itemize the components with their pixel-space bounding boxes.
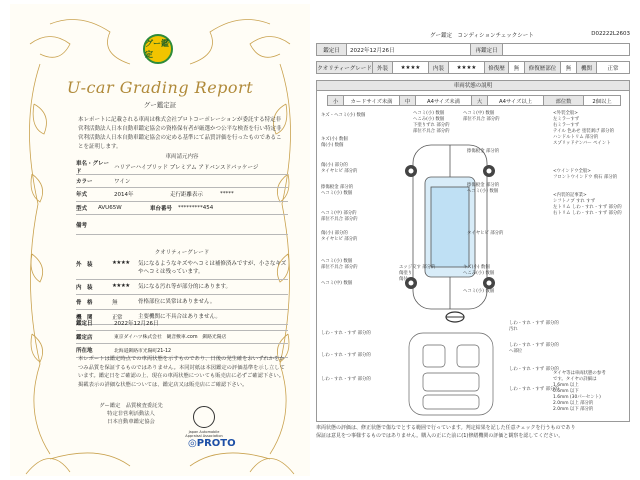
quality-stars: ★★★★: [112, 283, 130, 289]
quality-label: 内 装: [76, 285, 93, 291]
appraisal-place-label: 鑑定店: [76, 334, 93, 341]
cell-label: 修復歴部位: [525, 62, 561, 74]
damage-note: ヘコミ(小) 数個: [463, 289, 495, 294]
vehicle-color-value: ワイン: [114, 178, 131, 185]
cell-label: 内装: [429, 62, 449, 74]
appraisal-date-label: 鑑定日: [76, 321, 93, 328]
quality-desc: 気になるようなキズやヘコミは補修済みですが、小さなキズやヘコミは残っています。: [138, 261, 287, 275]
damage-note: 傷(小) 部分的 タイヤヒビ 部分的: [321, 163, 358, 174]
jaaa-emblem-icon: [193, 406, 215, 428]
damage-note: 擦傷板金 部分的 ヘコミ(小) 数個: [467, 183, 500, 194]
condition-title: 車両状態の説明: [317, 81, 629, 91]
vehicle-model-value: AVU65W: [98, 204, 122, 211]
quality-stars: 無: [112, 300, 118, 306]
quality-rows: [76, 257, 288, 328]
grading-certificate: [10, 4, 310, 476]
revalid-value: [503, 44, 630, 56]
quality-row-exterior: [76, 257, 288, 280]
quality-row-interior: [76, 280, 288, 295]
jaaa-label: Japan Automobile Appraisal Association: [185, 430, 223, 438]
cell-label: 修復歴: [485, 62, 509, 74]
steering-wheel-icon: [445, 311, 465, 323]
certificate-title: U-car Grading Report: [66, 78, 254, 97]
vehicle-color-label: カラー: [76, 178, 93, 185]
cell-value: 無: [561, 62, 577, 74]
damage-note: キズ(小) 数個 へこみ(小) 数個: [463, 265, 495, 276]
revalid-label: 再鑑定日: [471, 44, 503, 56]
quality-label: 機 関: [76, 315, 93, 321]
quality-desc: 主要機関に不具合はありません。: [138, 314, 221, 320]
vehicle-name-value: ハリアーハイブリッド プレミアム アドバンスドパッケージ: [114, 165, 259, 172]
appraisal-place-row: [76, 331, 288, 345]
certificate-intro: 本レポートに記載される車両は株式会社プロトコーポレーションが委託する特定非営利活動法人日本自動車鑑定協会の資格保有者が厳選かつ公平な検査を行い特定非営利活動法人日本自動車鑑定協会の定める基準にて品質評価を行ったものであることを証明します。: [78, 117, 282, 150]
condition-panel: [316, 80, 630, 422]
quality-desc: 骨格部位に異常はありません。: [138, 299, 216, 305]
size-cell: 中: [400, 96, 416, 106]
sheet-footer: 車両状態の評価は、修正状態で傷なでとする範囲で行っています。判定結果を記した任意チェックを行うものであり 保証は意見をつ事様するものではありません。購入の正にた前に(1)修繕機関の評価と観察を認してください。: [316, 425, 576, 439]
size-cell: 2個以上: [584, 96, 621, 106]
window-summary: <ウインドウ全般> フロントウインドウ 飛石 部分的: [553, 169, 618, 180]
size-cell: カードサイズ未満: [344, 96, 400, 106]
damage-note: エッジ交す 部分的 傷塗り 傷付: [399, 265, 436, 282]
size-cell: 部位数: [544, 96, 584, 106]
date-label: 鑑定日: [317, 44, 347, 56]
chassis-label: 車台番号: [150, 205, 173, 212]
appraisal-date-table: [316, 43, 630, 56]
vehicle-name-row: [76, 161, 288, 175]
interior-note: しわ・すれ・すず 部分的 へ部位: [509, 343, 559, 354]
cell-value: 無: [509, 62, 525, 74]
quality-label: 外 装: [76, 262, 93, 268]
quality-grade-label: クオリティーグレード: [317, 62, 373, 74]
certificate-note: 本レポートは鑑定時点での車両状態を示すものであり、日後の発生確をおいずれかをかつみ品質を保証するものではありません。本同封紙は本図鑑定の評価基準を示し立しています。鑑定日をご確認の上、現在の車両状態についても販売店に必ずご確認下さい。掲載表示の詳細な状態については、鑑定店又は販売店にご確認下さい。: [78, 356, 285, 388]
proto-logo: ◎PROTO: [188, 438, 236, 449]
quality-row-frame: [76, 295, 288, 310]
mileage-label: 走行距離表示: [170, 192, 204, 199]
cell-value: ★★★★: [449, 62, 485, 74]
appraisal-date-value: 2022年12月26日: [114, 321, 159, 328]
sheet-title: グー鑑定 コンディションチェックシート: [430, 33, 534, 39]
quality-label: 骨 格: [76, 300, 93, 306]
size-cell: A4サイズ以上: [488, 96, 544, 106]
quality-grade-table: [316, 61, 630, 74]
damage-note: ヘコミ(中) 数個: [321, 281, 353, 286]
vehicle-model-label: 型式: [76, 205, 88, 212]
interior-note: しわ・すれ・すず 部分的: [321, 353, 371, 358]
size-cell: A4サイズ未満: [416, 96, 472, 106]
certificate-subtitle: グー鑑定証: [143, 101, 177, 109]
size-legend-table: [327, 95, 621, 106]
cell-label: 外装: [373, 62, 393, 74]
vehicle-color-row: [76, 175, 288, 189]
vehicle-year-value: 2014年: [114, 192, 134, 199]
damage-note: キズ・ヘコミ(小) 数個: [321, 113, 366, 118]
damage-note: 擦傷板金 部分的: [467, 149, 500, 154]
interior-note: しわ・すれ・すず 部分的: [321, 331, 371, 336]
interior-note: しわ・すれ・すず 部分的: [509, 367, 559, 372]
vehicle-year-row: [76, 188, 288, 202]
tire-summary: タイヤ等は車両状態の参考 です。タイヤの詳細は 1.6mm 以上 0.6mm 以下 1.6mm (30パーセント) 2.0mm 以上 部分的 2.0mm 以下 部分的: [553, 371, 606, 412]
interior-note: しわ・すれ・すず 部分的 汚れ: [509, 321, 559, 332]
damage-note: 擦傷板金 部分的 ヘコミ(小) 数個: [321, 185, 354, 196]
car-interior-diagram: [403, 331, 499, 417]
cell-label: 機関: [577, 62, 597, 74]
appraisal-date-row: [76, 317, 288, 331]
damage-note: キズ(小) 数個 傷(小) 数個: [321, 137, 348, 148]
vehicle-name-label: 車名・グレード: [76, 161, 110, 176]
damage-note: ヘコミ(中) 部分的 部位不具合 部分的: [321, 211, 358, 222]
organization-name: グー鑑定 品質検査委託先 特定非営利活動法人 日本自動車鑑定協会: [99, 403, 163, 425]
interior-note: しわ・すれ・すず 部分的: [509, 387, 559, 392]
remarks-row: [76, 215, 288, 235]
cell-value: 正常: [597, 62, 630, 74]
appraisal-rows: [76, 317, 288, 358]
vehicle-info-rows: [76, 161, 288, 235]
remarks-label: 備考: [76, 222, 88, 229]
damage-note: 傷(小) 部分的 タイヤヒビ 部分的: [321, 231, 358, 242]
damage-note: ヘコミ(小) 数個 へこみ(小) 数個 下塗りずれ 部分的 部位不具合 部分的: [413, 111, 450, 134]
size-cell: 大: [472, 96, 488, 106]
exterior-summary: <外装全般> 左ミラーすず 右ミラーすず テイル 色あせ 塗装剥げ 部分的 ハンドルトリム 部分的 スプリッドナンバー ペイント: [553, 111, 614, 146]
damage-note: ヘコミ(中) 数個 部位不具合 部分的: [463, 111, 500, 122]
interior-note: しわ・すれ・すず 部分的: [321, 377, 371, 382]
quality-stars: ★★★★: [112, 260, 130, 266]
quality-stars: 正常: [112, 315, 123, 321]
appraisal-address-label: 所在地: [76, 348, 93, 355]
appraisal-address-value: 北海道釧路市光陽町21-12: [114, 348, 172, 354]
vehicle-model-row: [76, 202, 288, 216]
sheet-id: D02222L2603: [591, 31, 630, 37]
mileage-value: *****: [220, 191, 234, 198]
interior-summary: <内装的記事業> シフトノブ すれ すず 左トリム しわ・すれ・すず 部分的 右トリム しわ・すれ・すず 部分的: [553, 193, 622, 216]
cell-value: ★★★★: [393, 62, 429, 74]
vehicle-year-label: 年式: [76, 192, 88, 199]
quality-section-title: クオリティーグレード: [154, 250, 210, 256]
quality-desc: 気になる汚れ等が部分的にあります。: [138, 284, 232, 290]
date-value: 2022年12月26日: [347, 44, 471, 56]
damage-note: タイヤヒビ 部分的: [467, 231, 504, 236]
size-cell: 小: [328, 96, 344, 106]
appraisal-place-value: 東京ダイハツ株式会社 観音敷車.com 釧路光陽店: [114, 335, 227, 341]
damage-note: ヘコミ(小) 数個 部位不具合 部分的: [321, 259, 358, 270]
vehicle-section-title: 車両請元内容: [165, 154, 199, 160]
goo-kantei-logo: グー鑑定: [143, 34, 173, 64]
chassis-value: *********454: [178, 204, 214, 211]
